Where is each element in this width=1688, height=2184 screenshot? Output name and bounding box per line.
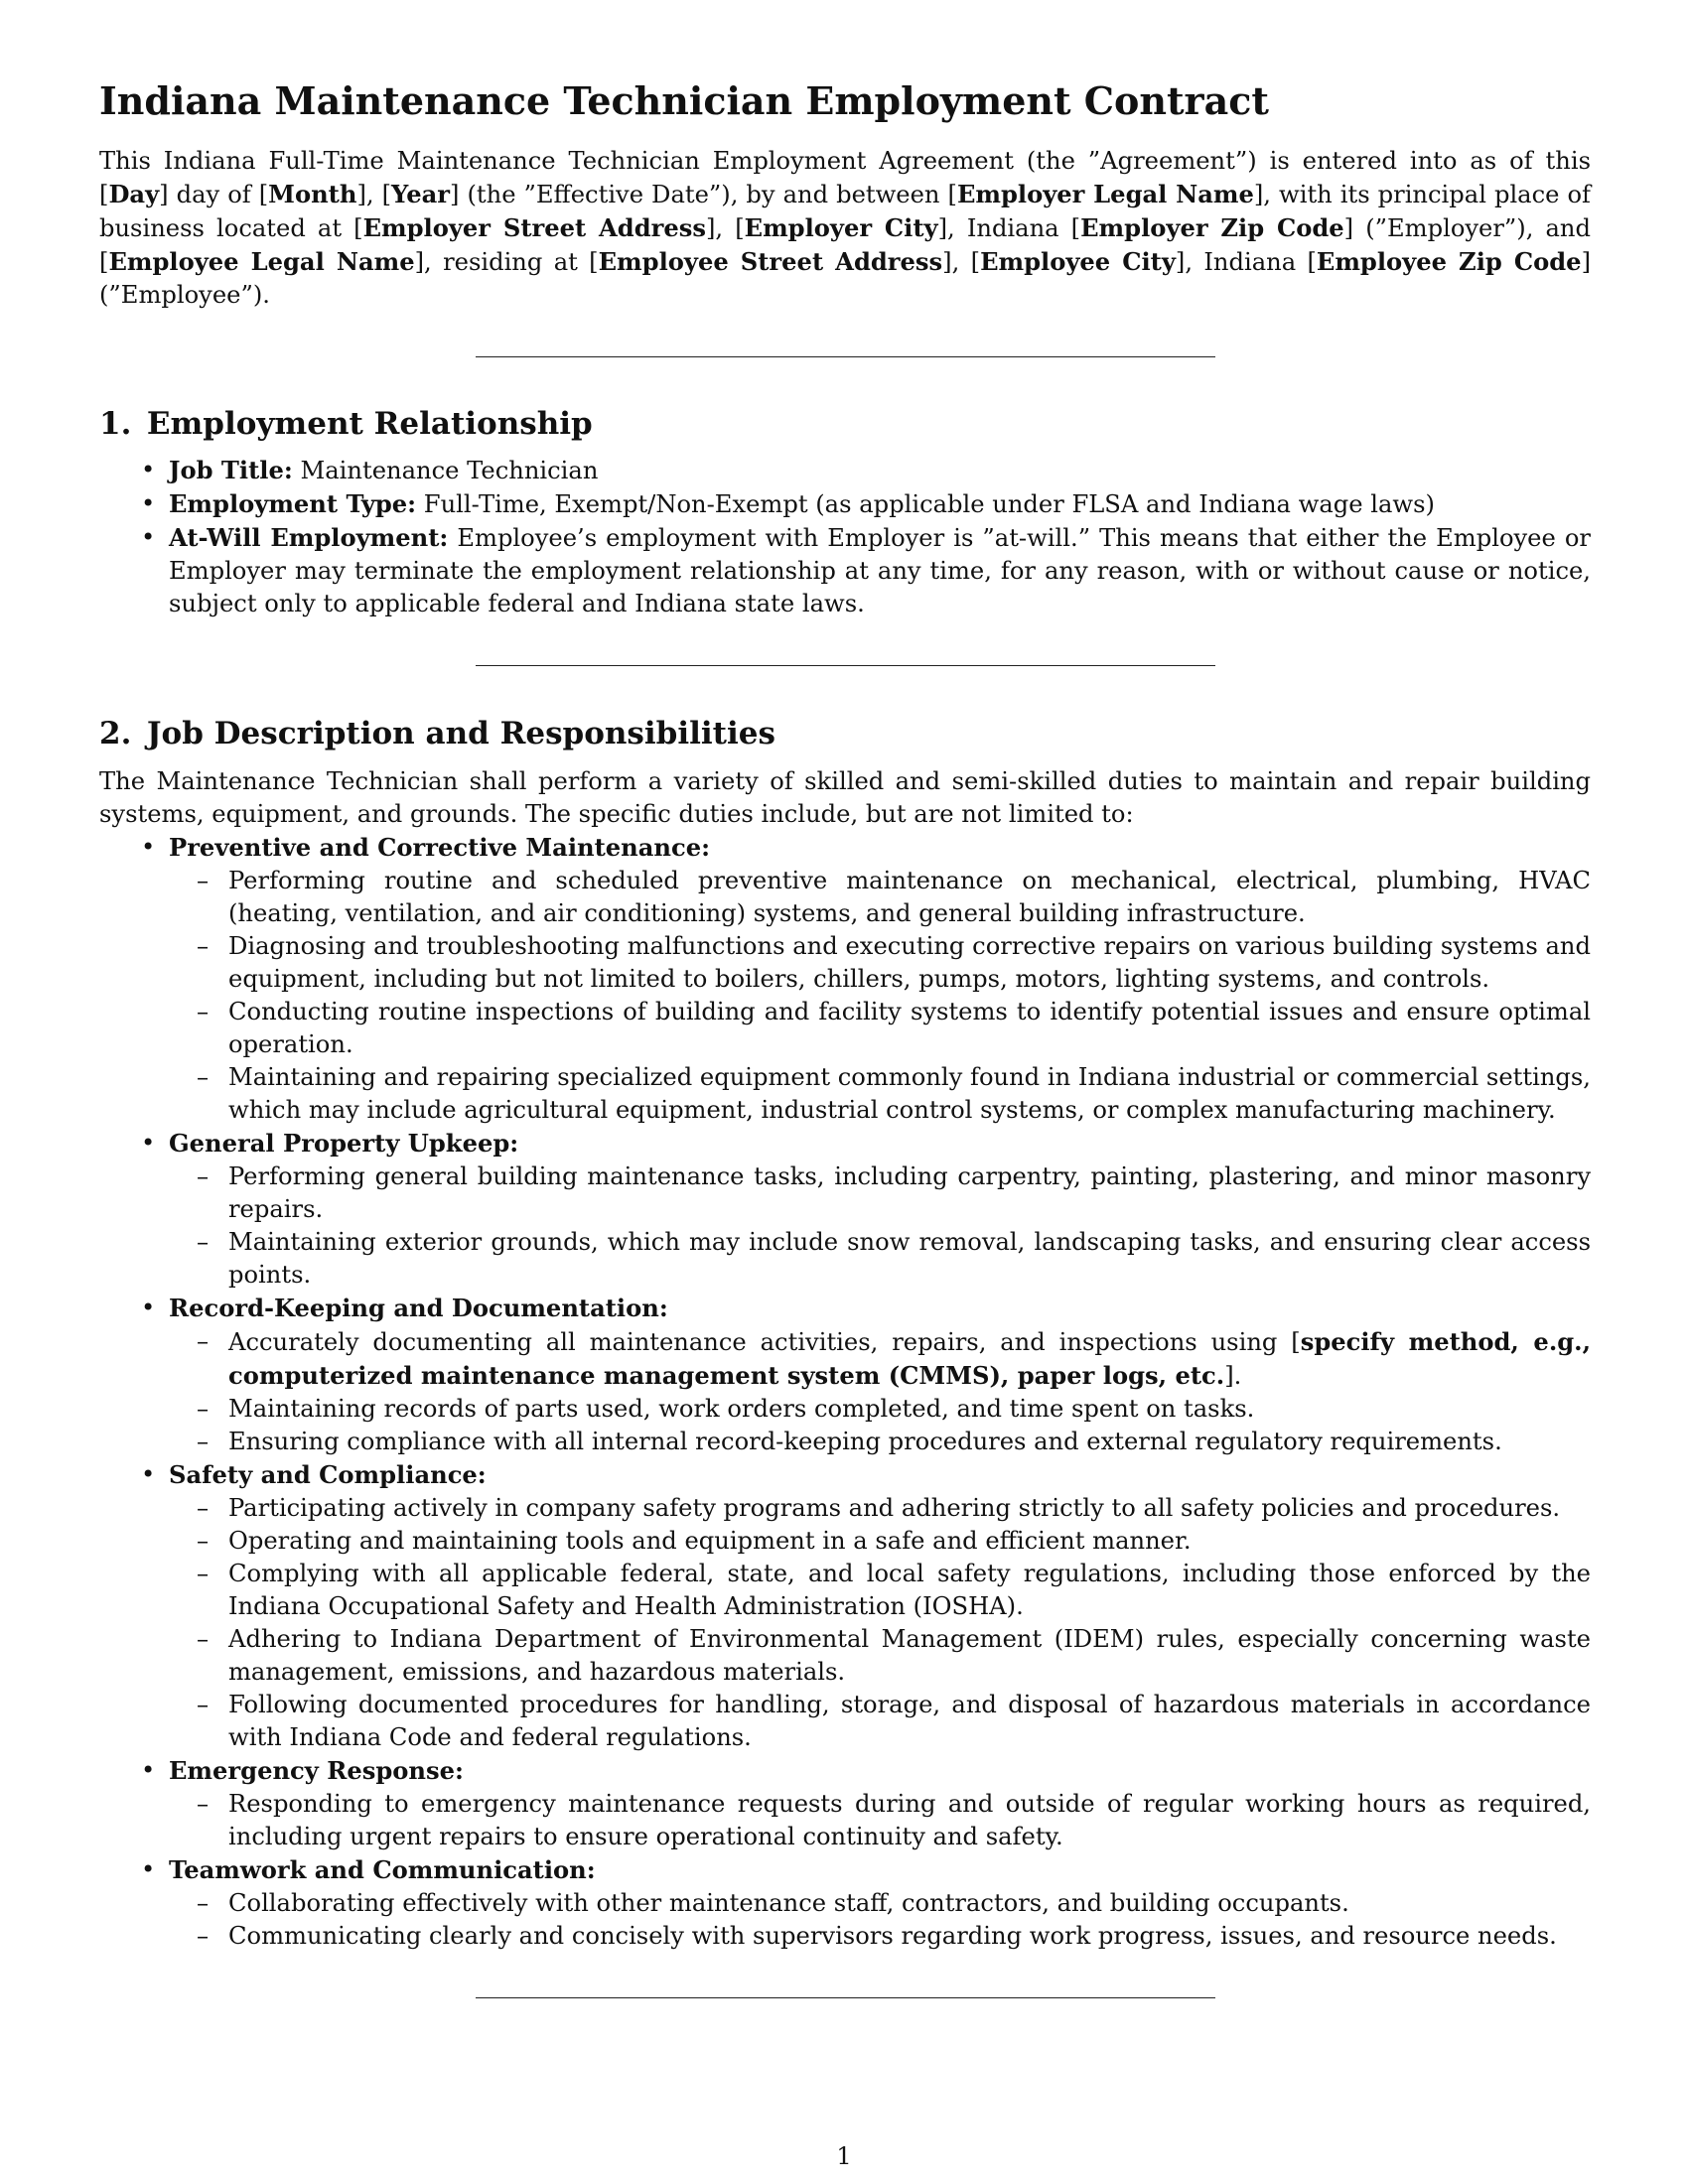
placeholder-record-method: specify method, e.g., computerized maintenance management system (CMMS), paper logs, etc. — [228, 1327, 1591, 1390]
sub-list-item: – Performing routine and scheduled preventive maintenance on mechanical, electrical, plumbing, HVAC (heating, ventilation, and air conditioning) systems, and general building infrastructure. — [169, 865, 1591, 930]
sub-list — [169, 1325, 1591, 1458]
section-2-intro: The Maintenance Technician shall perform a variety of skilled and semi-skilled duties to maintain and repair building systems, equipment, and grounds. The specific duties include, but are not limited to: — [99, 767, 1591, 828]
intro-paragraph: This Indiana Full-Time Maintenance Technician Employment Agreement (the ”Agreement”) is entered into as of this [Day] day of [Month], [Year] (the ”Effective Date”), by and between [Employer Legal Name], with its principal place of business located at [Employer Street Address], [Employer City], Indiana [Employer Zip Code] (”Employer”), and [Employee Legal Name], residing at [Employee Street Address], [Employee City], Indiana [Employee Zip Code] (”Employee”). — [99, 147, 1591, 309]
placeholder-employer-zip: Employer Zip Code — [1080, 213, 1344, 242]
list-item: • Preventive and Corrective Maintenance: – Performing routine and scheduled preventive maintenance on mechanical, electrical, plumbing, HVAC (heating, ventilation, and air conditioning) systems, and general building infrastructure. – Diagnosing and troubleshooting malfunctions and executing corrective repairs on various building systems and equipment, including but not limited to boilers, chillers, pumps, motors, lighting systems, and controls. – Conducting routine inspections of building and facility systems to identify potential issues and ensure optimal operation. – Maintaining and repairing specialized equipment commonly found in Indiana industrial or commercial settings, which may include agricultural equipment, industrial control systems, or complex manufacturing machinery. — [99, 831, 1591, 1127]
section-2-heading: 2. Job Description and Responsibilities — [99, 716, 775, 751]
section-1-heading: 1. Employment Relationship — [99, 406, 593, 442]
sub-list — [169, 1492, 1591, 1754]
horizontal-rule — [476, 1997, 1215, 1998]
sub-list — [169, 1160, 1591, 1292]
sub-list-item: – Responding to emergency maintenance requests during and outside of regular working hours as required, including urgent repairs to ensure operational continuity and safety. — [169, 1788, 1591, 1853]
section-2-list — [99, 831, 1591, 1953]
placeholder-employee-city: Employee City — [980, 247, 1176, 276]
list-item: • Job Title: Maintenance Technician — [99, 454, 1591, 487]
placeholder-day: Day — [108, 180, 160, 208]
list-item: • Teamwork and Communication: – Collaborating effectively with other maintenance staff, contractors, and building occupants. – Communicating clearly and concisely with supervisors regarding work progress, issues, and resource needs. — [99, 1853, 1591, 1953]
page-number: 1 — [836, 2142, 852, 2170]
sub-list-item: – Operating and maintaining tools and equipment in a safe and efficient manner. — [169, 1525, 1591, 1558]
sub-list — [169, 865, 1591, 1127]
placeholder-employer-name: Employer Legal Name — [956, 180, 1254, 208]
sub-list-item: – Communicating clearly and concisely with supervisors regarding work progress, issues, and resource needs. — [169, 1920, 1591, 1953]
sub-list-item: – Complying with all applicable federal, state, and local safety regulations, including those enforced by the Indiana Occupational Safety and Health Administration (IOSHA). — [169, 1558, 1591, 1623]
list-item: • General Property Upkeep: – Performing general building maintenance tasks, including carpentry, painting, plastering, and minor masonry repairs. – Maintaining exterior grounds, which may include snow removal, landscaping tasks, and ensuring clear access points. — [99, 1127, 1591, 1292]
sub-list-item: – Collaborating effectively with other maintenance staff, contractors, and building occupants. — [169, 1887, 1591, 1920]
list-item: • Record-Keeping and Documentation: – Accurately documenting all maintenance activities, repairs, and inspections using [specify method, e.g., computerized maintenance management system (CMMS), paper logs, etc.]. – Maintaining records of parts used, work orders completed, and time spent on tasks. – Ensuring compliance with all internal record-keeping procedures and external regulatory requirements. — [99, 1292, 1591, 1458]
placeholder-employer-city: Employer City — [744, 213, 938, 242]
sub-list — [169, 1887, 1591, 1953]
horizontal-rule — [476, 356, 1215, 357]
sub-list-item: – Diagnosing and troubleshooting malfunctions and executing corrective repairs on various building systems and equipment, including but not limited to boilers, chillers, pumps, motors, lighting systems, and controls. — [169, 930, 1591, 996]
sub-list-item: – Maintaining exterior grounds, which may include snow removal, landscaping tasks, and ensuring clear access points. — [169, 1226, 1591, 1292]
document-title: Indiana Maintenance Technician Employment Contract — [99, 78, 1269, 123]
section-1-list — [99, 454, 1591, 620]
list-item: • Safety and Compliance: – Participating actively in company safety programs and adhering strictly to all safety policies and procedures. – Operating and maintaining tools and equipment in a safe and efficient manner. – Complying with all applicable federal, state, and local safety regulations, including those enforced by the Indiana Occupational Safety and Health Administration (IOSHA). – Adhering to Indiana Department of Environmental Management (IDEM) rules, especially concerning waste management, emissions, and hazardous materials. – Following documented procedures for handling, storage, and disposal of hazardous materials in accordance with Indiana Code and federal regulations. — [99, 1458, 1591, 1754]
list-item: • Employment Type: Full-Time, Exempt/Non-Exempt (as applicable under FLSA and Indiana wage laws) — [99, 487, 1591, 521]
placeholder-year: Year — [391, 180, 450, 208]
sub-list-item: – Following documented procedures for handling, storage, and disposal of hazardous materials in accordance with Indiana Code and federal regulations. — [169, 1689, 1591, 1754]
placeholder-employer-street: Employer Street Address — [362, 213, 706, 242]
sub-list-item: – Accurately documenting all maintenance activities, repairs, and inspections using [specify method, e.g., computerized maintenance management system (CMMS), paper logs, etc.]. — [169, 1325, 1591, 1393]
placeholder-employee-zip: Employee Zip Code — [1316, 247, 1582, 276]
placeholder-employee-name: Employee Legal Name — [108, 247, 415, 276]
sub-list-item: – Maintaining and repairing specialized equipment commonly found in Indiana industrial or commercial settings, which may include agricultural equipment, industrial control systems, or complex manufacturing machinery. — [169, 1061, 1591, 1127]
sub-list-item: – Participating actively in company safety programs and adhering strictly to all safety policies and procedures. — [169, 1492, 1591, 1525]
sub-list-item: – Adhering to Indiana Department of Environmental Management (IDEM) rules, especially concerning waste management, emissions, and hazardous materials. — [169, 1623, 1591, 1689]
sub-list-item: – Performing general building maintenance tasks, including carpentry, painting, plastering, and minor masonry repairs. — [169, 1160, 1591, 1226]
placeholder-month: Month — [268, 180, 357, 208]
horizontal-rule — [476, 665, 1215, 666]
list-item: • At-Will Employment: Employee’s employment with Employer is ”at-will.” This means that either the Employee or Employer may terminate the employment relationship at any time, for any reason, with or without cause or notice, subject only to applicable federal and Indiana state laws. — [99, 521, 1591, 620]
sub-list-item: – Maintaining records of parts used, work orders completed, and time spent on tasks. — [169, 1393, 1591, 1426]
sub-list-item: – Ensuring compliance with all internal record-keeping procedures and external regulatory requirements. — [169, 1426, 1591, 1458]
placeholder-employee-street: Employee Street Address — [598, 247, 943, 276]
list-item: • Emergency Response: – Responding to emergency maintenance requests during and outside of regular working hours as required, including urgent repairs to ensure operational continuity and safety. — [99, 1754, 1591, 1853]
sub-list — [169, 1788, 1591, 1853]
document-page — [99, 77, 1591, 1998]
sub-list-item: – Conducting routine inspections of building and facility systems to identify potential issues and ensure optimal operation. — [169, 996, 1591, 1061]
